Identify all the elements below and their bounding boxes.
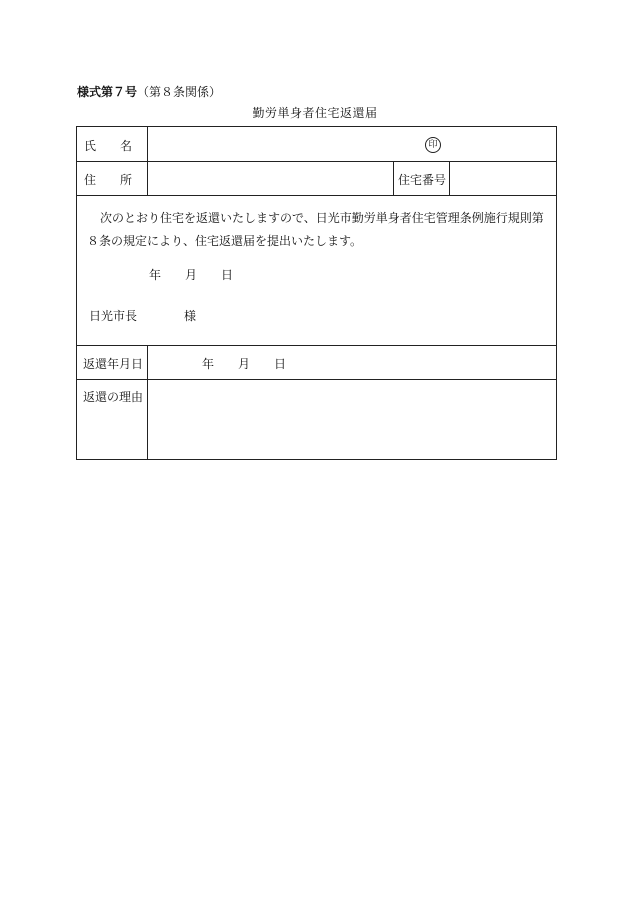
submission-date: 年 月 日 [149, 268, 234, 282]
row-divider [77, 379, 556, 380]
form-number: 様式第７号 [77, 85, 138, 99]
return-date-label: 返還年月日 [83, 357, 144, 371]
return-reason-label: 返還の理由 [83, 390, 144, 404]
address-label: 住 所 [84, 173, 133, 187]
column-divider [393, 161, 394, 195]
housing-number-label: 住宅番号 [398, 173, 447, 187]
seal-mark: 印 [425, 137, 441, 153]
return-date-value: 年 月 日 [202, 357, 287, 371]
row-divider [77, 345, 556, 346]
column-divider [449, 161, 450, 195]
column-divider [147, 127, 148, 195]
form-number-line [77, 83, 221, 100]
column-divider [147, 345, 148, 460]
form-relation: （第８条関係） [137, 85, 222, 99]
return-form-table [76, 126, 557, 460]
document-title: 勤労単身者住宅返還届 [252, 106, 378, 120]
row-divider [77, 161, 556, 162]
addressee: 日光市長 [89, 309, 138, 323]
honorific: 様 [184, 309, 197, 323]
row-divider [77, 195, 556, 196]
notice-text: 次のとおり住宅を返還いたしますので、日光市勤労単身者住宅管理条例施行規則第８条の規定により、住宅返還届を提出いたします。 [87, 211, 544, 248]
name-label: 氏 名 [84, 139, 133, 153]
